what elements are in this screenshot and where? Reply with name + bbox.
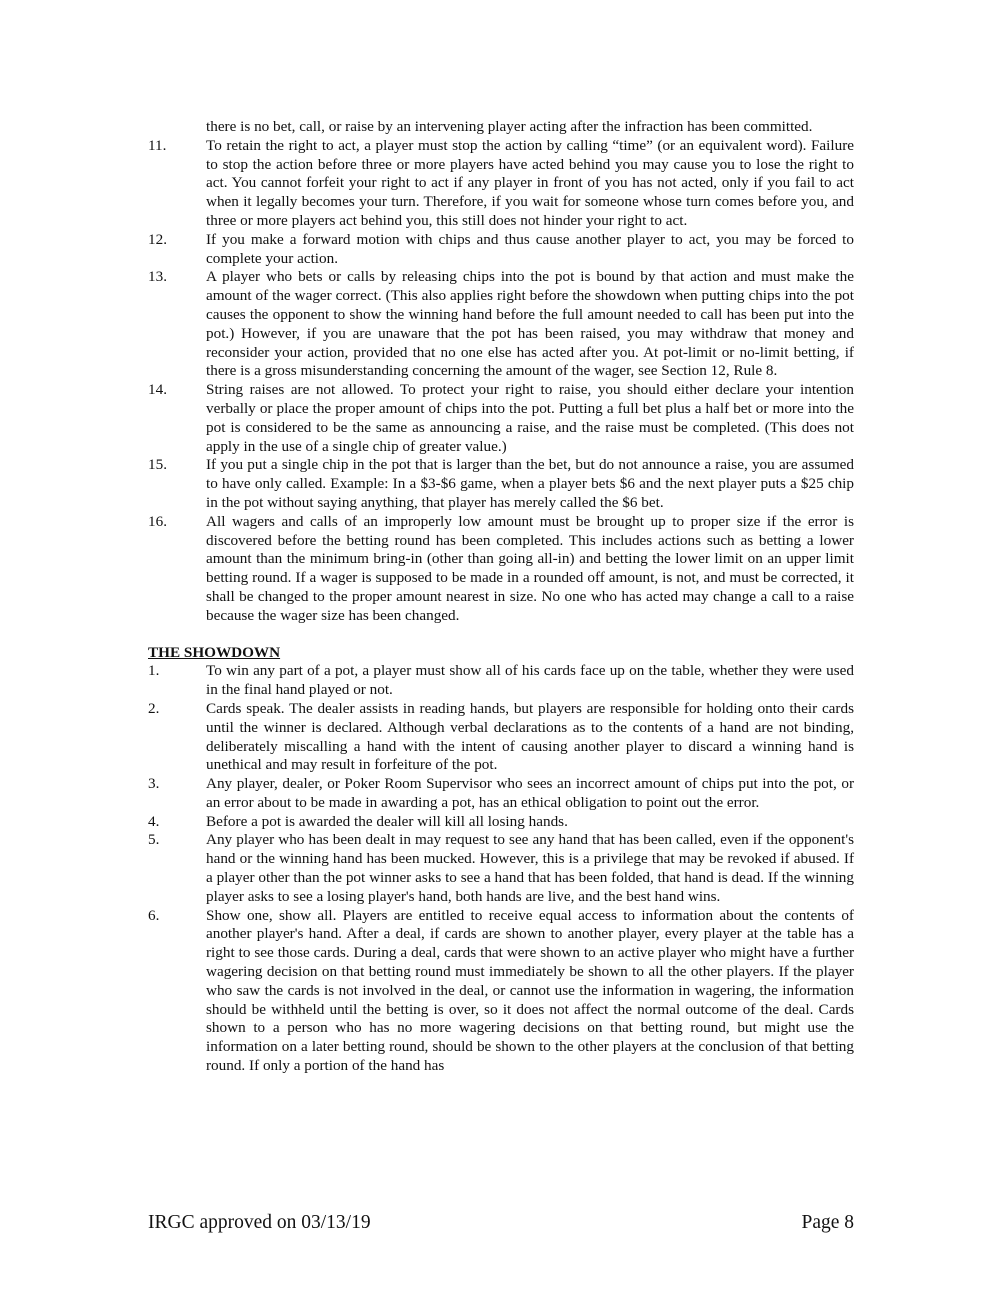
rule-number: 2. (148, 699, 160, 717)
rule-text: If you make a forward motion with chips and thus cause another player to act, you may be forced to complete your action. (206, 230, 854, 267)
rule-number: 16. (148, 512, 167, 530)
rule-text: To win any part of a pot, a player must show all of his cards face up on the table, whether they were used in the final hand played or not. (206, 662, 854, 699)
rule-text: Cards speak. The dealer assists in reading hands, but players are responsible for holding onto their cards until the winner is declared. Although verbal declarations as to the contents of a hand are not binding, deliberately miscalling a hand with the intent of causing another player to discard a winning hand is unethical and may result in forfeiture of the pot. (206, 699, 854, 774)
showdown-item-4 (148, 813, 854, 832)
rule-item-11 (148, 137, 854, 231)
rule-number: 12. (148, 230, 167, 248)
rule-number: 6. (148, 906, 160, 924)
rule-item-15 (148, 456, 854, 512)
showdown-item-3 (148, 775, 854, 813)
footer-approval-date: IRGC approved on 03/13/19 (148, 1212, 371, 1233)
section-heading-showdown: THE SHOWDOWN (148, 643, 281, 661)
rule-number: 5. (148, 831, 160, 849)
rule-text: Before a pot is awarded the dealer will kill all losing hands. (206, 812, 568, 830)
rule-text: All wagers and calls of an improperly low amount must be brought up to proper size if the error is discovered before the betting round has been completed. This includes actions such as betting a lower amount than the minimum bring-in (other than going all-in) and betting the lower limit on an upper limit betting round. If a wager is supposed to be made in a rounded off amount, is not, and must be corrected, it shall be changed to the proper amount nearest in size. No one who has acted may change a call to a raise because the wager size has been changed. (206, 512, 854, 624)
rule-text: Any player who has been dealt in may request to see any hand that has been called, even if the opponent's hand or the winning hand has been mucked. However, this is a privilege that may be revoked if abused. If a player other than the pot winner asks to see a hand that has been folded, that hand is dead. If the winning player asks to see a losing player's hand, both hands are live, and the best hand wins. (206, 831, 854, 905)
rule-number: 4. (148, 812, 160, 830)
continuation-text: there is no bet, call, or raise by an intervening player acting after the infraction has been committed. (206, 118, 813, 135)
rule-number: 13. (148, 268, 167, 286)
rule-number: 3. (148, 775, 160, 793)
rule-text: To retain the right to act, a player must stop the action by calling “time” (or an equivalent word). Failure to stop the action before three or more players have acted behind you may cause you to lose the right to act. You cannot forfeit your right to act if any player in front of you has not acted, only if you fail to act when it legally becomes your turn. Therefore, if you wait for someone whose turn comes before you, and three or more players act behind you, this still does not hinder your right to act. (206, 136, 854, 229)
rule-number: 14. (148, 381, 167, 399)
showdown-item-6 (148, 907, 854, 1076)
showdown-item-5 (148, 831, 854, 906)
rule-item-14 (148, 381, 854, 456)
rule-text: String raises are not allowed. To protect your right to raise, you should either declare your intention verbally or place the proper amount of chips into the pot. Putting a full bet plus a half bet or more into the pot is considered to be the same as announcing a raise, and the raise must be completed. (This does not apply in the use of a single chip of greater value.) (206, 381, 854, 455)
rule-item-13 (148, 268, 854, 381)
rule-item-12 (148, 231, 854, 269)
rule-text: Any player, dealer, or Poker Room Supervisor who sees an incorrect amount of chips put into the pot, or an error about to be made in awarding a pot, has an ethical obligation to point out the error. (206, 775, 854, 811)
page-body (148, 118, 854, 1076)
rule-number: 15. (148, 456, 167, 474)
showdown-item-1 (148, 662, 854, 700)
continuation-paragraph (148, 118, 854, 137)
rule-text: A player who bets or calls by releasing chips into the pot is bound by that action and must make the amount of the wager correct. (This also applies right before the showdown when putting chips into the pot causes the opponent to show the winning hand before the full amount needed to call has been put into the pot.) However, if you are unaware that the pot has been raised, you may withdraw that money and reconsider your action, provided that no one else has acted after you. At pot-limit or no-limit betting, if there is a gross misunderstanding concerning the amount of the wager, see Section 12, Rule 8. (206, 268, 854, 380)
footer-page-number: Page 8 (801, 1212, 854, 1233)
rule-text: If you put a single chip in the pot that is larger than the bet, but do not announce a raise, you are assumed to have only called. Example: In a $3-$6 game, when a player bets $6 and the next player puts a $25 chip in the pot without saying anything, that player has merely called the $6 bet. (206, 456, 854, 511)
rule-number: 11. (148, 136, 167, 154)
rule-number: 1. (148, 662, 160, 680)
showdown-item-2 (148, 700, 854, 775)
rule-item-16 (148, 513, 854, 626)
rule-text: Show one, show all. Players are entitled to receive equal access to information about the contents of another player's hand. After a deal, if cards are shown to another player, every player at the table has a right to see those cards. During a deal, cards that were shown to an active player who might have a further wagering decision on that betting round must immediately be shown to all the other players. If the player who saw the cards is not involved in the deal, or cannot use the information in wagering, the information should be withheld until the betting is over, so it does not affect the normal outcome of the deal. Cards shown to a person who has no more wagering decisions on that betting round, but might use the information on a later betting round, should be shown to the other players at the conclusion of that betting round. If only a portion of the hand has (206, 906, 854, 1075)
